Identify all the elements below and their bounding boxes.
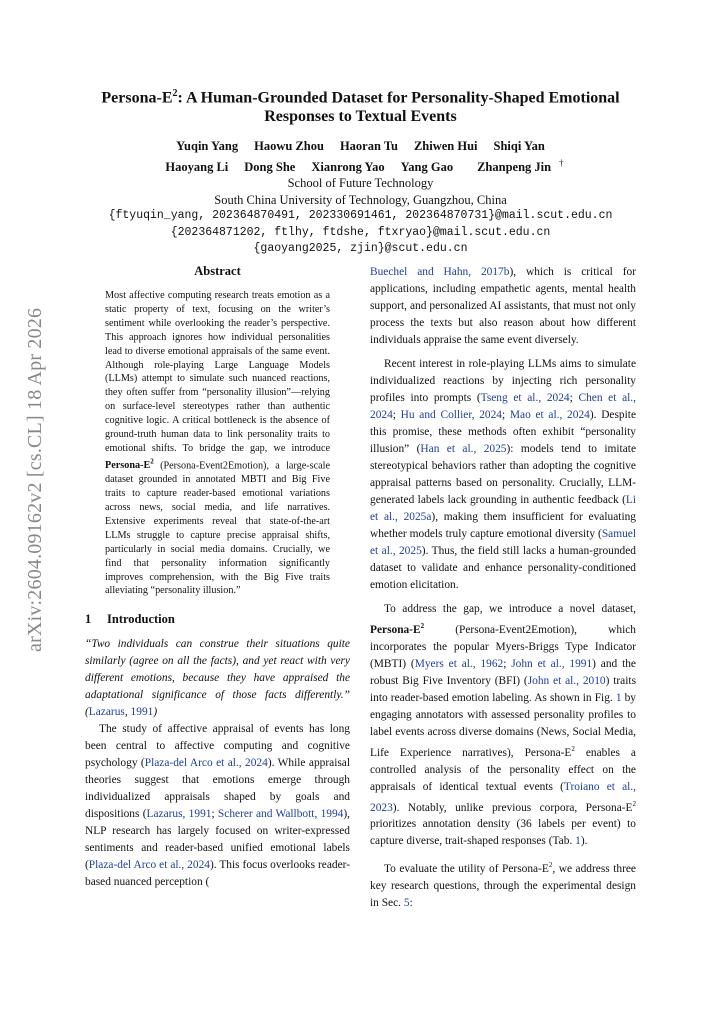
- intro-paragraph-1-continued: [370, 264, 636, 349]
- author-name: Xianrong Yao: [311, 159, 385, 174]
- paper-header: [80, 84, 641, 258]
- section-reference-link[interactable]: 5: [403, 897, 410, 910]
- section-title: Introduction: [107, 612, 175, 627]
- author-name: Yuqin Yang: [176, 139, 239, 154]
- author-list: [80, 138, 641, 175]
- abstract-text: Most affective computing research treats emotion as a static property of text, focusing on the writer’s sentiment while overlooking the reader’s perspective. This approach ignores how individual personalities lead to diverse emotional appraisals of the same event. Although role-playing Large Language Models (LLMs) attempt to simulate such nuanced reactions, they often suffer from “personality illusion”—relying on surface-level stereotypes rather than authentic cognitive logic. A critical bottleneck is the absence of ground-truth human data to link personality traits to emotional shifts. To bridge the gap, we introduce Persona-$E^2$ (Persona-Event2Emotion), a large-scale dataset grounded in annotated MBTI and Big Five traits to capture reader-based emotional variations across news, social media, and life narratives. Extensive experiments reveal that state-of-the-art LLMs struggle to capture precise appraisal shifts, particularly in social media domains. Crucially, we find that personality information significantly improves comprehension, with the Big Five traits alleviating “personality illusion.”: [105, 290, 330, 597]
- table-reference-link[interactable]: 1: [575, 835, 581, 848]
- section-heading-introduction: [85, 612, 350, 627]
- author-name: Shiqi Yan: [493, 139, 545, 154]
- citation-link[interactable]: Li et al., 2025a: [370, 494, 636, 523]
- author-name: Haowu Zhou: [254, 139, 324, 154]
- figure-reference-link[interactable]: 1: [615, 691, 622, 704]
- intro-paragraph-4: To evaluate the utility of Persona-$E^2$, we address three key research questions, through the experimental design in Sec. 5:: [370, 861, 636, 910]
- intro-paragraph-1: The study of affective appraisal of events has long been central to affective computing and cognitive psychology (Plaza-del Arco et al., 2024). While appraisal theories suggest that emotions emerge through individualized appraisals shaped by goals and dispositions (Lazarus, 1991; Scherer and Wallbott, 1994), NLP research has largely focused on writer-expressed sentiments and reader-based unified emotional labels (Plaza-del Arco et al., 2024). This focus overlooks reader-based nuanced perception (: [85, 723, 351, 889]
- citation-link[interactable]: Han et al., 2025: [420, 443, 507, 455]
- citation-link[interactable]: Tseng et al., 2024: [480, 392, 570, 404]
- affiliation-school: School of Future Technology: [287, 176, 434, 191]
- citation-link[interactable]: John et al., 1991: [511, 657, 593, 670]
- email-list: [80, 208, 641, 258]
- right-column: [370, 264, 636, 912]
- paper-title: Persona-$E^2$: A Human-Grounded Dataset for Personality-Shaped Emotional Responses to Textual Events: [101, 88, 620, 126]
- author-line-2: [80, 155, 641, 176]
- author-line-1: [80, 138, 641, 155]
- citation-link[interactable]: Chen et al., 2024: [370, 392, 636, 421]
- abstract-heading: Abstract: [194, 264, 241, 278]
- email-line: {202364871202, ftlhy, ftdshe, ftxryao}@mail.scut.edu.cn: [170, 225, 551, 239]
- citation-link[interactable]: Myers et al., 1962: [414, 657, 504, 670]
- email-line: {gaoyang2025, zjin}@scut.edu.cn: [253, 242, 468, 256]
- intro-paragraph-2: Recent interest in role-playing LLMs aims to simulate individualized reactions by injecting rich personality profiles into prompts (Tseng et al., 2024; Chen et al., 2024; Hu and Collier, 2024; Mao et al., 2024). Despite this promise, these methods often exhibit “personality illusion” (Han et al., 2025): models tend to imitate stereotypical behaviors rather than adopting the cognitive appraisal patterns based on personality. Crucially, LLM-generated labels lack grounding in authentic feedback (Li et al., 2025a), making them insufficient for evaluating whether models truly capture emotional diversity (Samuel et al., 2025). Thus, the field still lacks a human-grounded dataset to validate and enhance personality-conditioned emotion elicitation.: [370, 358, 637, 591]
- author-name: Haoran Tu: [339, 139, 398, 154]
- citation-link[interactable]: Mao et al., 2024: [509, 409, 590, 421]
- citation-link[interactable]: Lazarus, 1991: [146, 808, 212, 821]
- citation-link[interactable]: Hu and Collier, 2024: [400, 409, 502, 421]
- citation-link[interactable]: Plaza-del Arco et al., 2024: [144, 757, 268, 770]
- left-column: [85, 264, 350, 891]
- intro-paragraph-3: To address the gap, we introduce a novel dataset, Persona-$E^2$ (Persona-Event2Emotion), which incorporates the popular Myers-Briggs Type Indicator (MBTI) (Myers et al., 1962; John et al., 1991) and the robust Big Five Inventory (BFI) (John et al., 2010) traits into reader-based emotion labeling. As shown in Fig. 1 by engaging annotators with assessed personality profiles to label events across diverse domains (News, Social Media, Life Experience narratives), Persona-$E^2$ enables a controlled analysis of the personality effect on the appraisals of identical textual events (Troiano et al., 2023). Notably, unlike previous corpora, Persona-$E^2$ prioritizes annotation density (36 labels per event) to capture diverse, trait-shaped responses (Tab. 1).: [370, 603, 637, 848]
- citation-link[interactable]: 1991: [130, 706, 154, 719]
- author-name: Zhanpeng Jin †: [477, 157, 564, 174]
- author-name: Haoyang Li: [165, 159, 229, 174]
- affiliation: [80, 175, 641, 208]
- citation-link[interactable]: Buechel and Hahn, 2017b: [370, 266, 510, 278]
- email-line: {ftyuqin_yang, 202364870491, 202330691461, 202364870731}@mail.scut.edu.cn: [108, 209, 613, 223]
- citation-link[interactable]: Scherer and Wallbott, 1994: [217, 808, 344, 821]
- arxiv-identifier: arXiv:2604.09162v2 [cs.CL] 18 Apr 2026: [24, 307, 46, 652]
- citation-link[interactable]: Plaza-del Arco et al., 2024: [88, 859, 210, 872]
- author-name: Zhiwen Hui: [413, 139, 478, 154]
- citation-link[interactable]: Troiano et al., 2023: [370, 780, 636, 814]
- corresponding-dagger: †: [559, 157, 564, 168]
- citation-link[interactable]: Lazarus: [88, 706, 125, 719]
- continued-text: Buechel and Hahn, 2017b), which is critical for applications, including empathetic agents, mental health support, and personalized AI assistants, that must not only process the texts but also reason about how different individuals appraise the same event diversely.: [370, 266, 636, 346]
- citation-link[interactable]: John et al., 2010: [527, 674, 606, 687]
- epigraph-quote: “Two individuals can construe their situations quite similarly (agree on all the facts), and yet react with very different emotions, because they have appraised the adaptational significance of those facts differently.” (Lazarus, 1991): [85, 638, 350, 719]
- section-number: 1: [85, 612, 92, 627]
- author-name: Yang Gao: [400, 159, 454, 174]
- author-name: Dong She: [244, 159, 296, 174]
- citation-link[interactable]: Samuel et al., 2025: [370, 528, 636, 557]
- affiliation-university: South China University of Technology, Guangzhou, China: [214, 192, 507, 207]
